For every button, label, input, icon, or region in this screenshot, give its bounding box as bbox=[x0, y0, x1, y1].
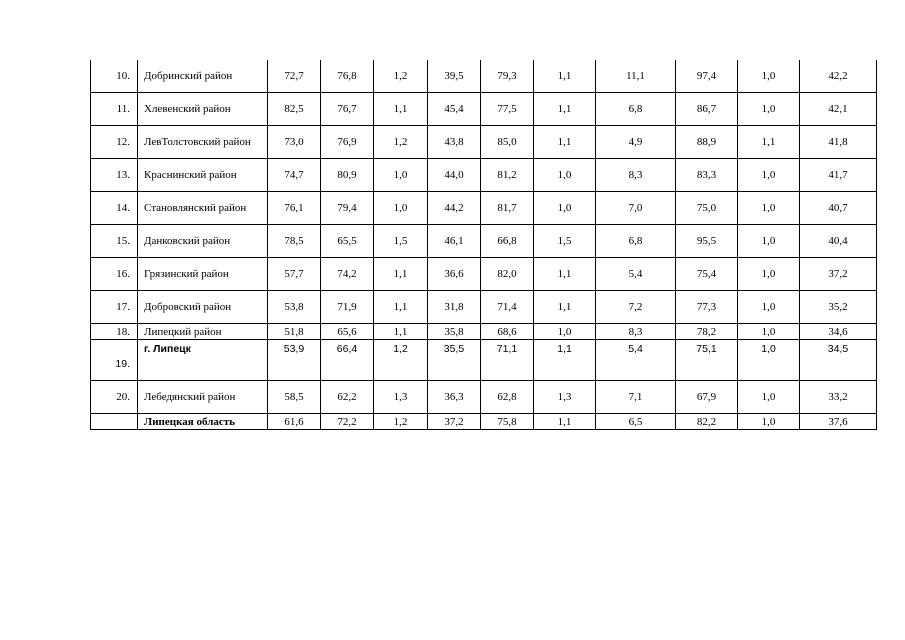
value-cell: 71,4 bbox=[481, 291, 534, 324]
value-cell: 44,0 bbox=[428, 159, 481, 192]
value-cell: 1,0 bbox=[738, 258, 800, 291]
value-cell: 6,5 bbox=[596, 414, 676, 430]
value-cell: 42,1 bbox=[800, 93, 877, 126]
table-row bbox=[91, 93, 877, 126]
value-cell: 79,4 bbox=[321, 192, 374, 225]
table-row bbox=[91, 340, 877, 381]
value-cell: 1,1 bbox=[534, 340, 596, 381]
value-cell: 6,8 bbox=[596, 93, 676, 126]
value-cell: 1,0 bbox=[738, 159, 800, 192]
value-cell: 57,7 bbox=[268, 258, 321, 291]
value-cell: 1,0 bbox=[738, 192, 800, 225]
value-cell: 71,9 bbox=[321, 291, 374, 324]
table-row bbox=[91, 126, 877, 159]
value-cell: 40,7 bbox=[800, 192, 877, 225]
value-cell: 86,7 bbox=[676, 93, 738, 126]
value-cell: 35,5 bbox=[428, 340, 481, 381]
value-cell: 41,7 bbox=[800, 159, 877, 192]
value-cell: 76,7 bbox=[321, 93, 374, 126]
value-cell: 74,2 bbox=[321, 258, 374, 291]
value-cell: 1,1 bbox=[374, 324, 428, 340]
value-cell: 53,9 bbox=[268, 340, 321, 381]
row-number-cell: 19. bbox=[91, 340, 138, 381]
value-cell: 7,0 bbox=[596, 192, 676, 225]
table-row bbox=[91, 225, 877, 258]
district-name-cell: Становлянский район bbox=[138, 192, 268, 225]
value-cell: 75,4 bbox=[676, 258, 738, 291]
value-cell: 1,0 bbox=[738, 381, 800, 414]
value-cell: 8,3 bbox=[596, 324, 676, 340]
row-number-cell: 10. bbox=[91, 60, 138, 93]
value-cell: 81,7 bbox=[481, 192, 534, 225]
value-cell: 1,2 bbox=[374, 126, 428, 159]
value-cell: 85,0 bbox=[481, 126, 534, 159]
district-name-cell: Грязинский район bbox=[138, 258, 268, 291]
value-cell: 1,5 bbox=[534, 225, 596, 258]
table-row bbox=[91, 60, 877, 93]
row-number-cell: 20. bbox=[91, 381, 138, 414]
value-cell: 58,5 bbox=[268, 381, 321, 414]
value-cell: 36,3 bbox=[428, 381, 481, 414]
value-cell: 74,7 bbox=[268, 159, 321, 192]
value-cell: 1,0 bbox=[374, 192, 428, 225]
row-number-cell: 11. bbox=[91, 93, 138, 126]
value-cell: 62,2 bbox=[321, 381, 374, 414]
value-cell: 34,6 bbox=[800, 324, 877, 340]
table-row bbox=[91, 381, 877, 414]
value-cell: 67,9 bbox=[676, 381, 738, 414]
table-body bbox=[91, 60, 877, 430]
value-cell: 97,4 bbox=[676, 60, 738, 93]
table-row bbox=[91, 192, 877, 225]
district-name-cell: Данковский район bbox=[138, 225, 268, 258]
value-cell: 1,0 bbox=[738, 340, 800, 381]
value-cell: 75,8 bbox=[481, 414, 534, 430]
value-cell: 36,6 bbox=[428, 258, 481, 291]
table-row bbox=[91, 258, 877, 291]
value-cell: 66,4 bbox=[321, 340, 374, 381]
value-cell: 39,5 bbox=[428, 60, 481, 93]
table-row bbox=[91, 159, 877, 192]
value-cell: 31,8 bbox=[428, 291, 481, 324]
value-cell: 1,0 bbox=[738, 291, 800, 324]
row-number-cell: 16. bbox=[91, 258, 138, 291]
row-number-cell: 12. bbox=[91, 126, 138, 159]
row-number-cell: 18. bbox=[91, 324, 138, 340]
value-cell: 6,8 bbox=[596, 225, 676, 258]
value-cell: 1,1 bbox=[534, 93, 596, 126]
value-cell: 95,5 bbox=[676, 225, 738, 258]
value-cell: 77,5 bbox=[481, 93, 534, 126]
value-cell: 76,8 bbox=[321, 60, 374, 93]
value-cell: 1,0 bbox=[738, 225, 800, 258]
value-cell: 75,0 bbox=[676, 192, 738, 225]
value-cell: 1,0 bbox=[738, 93, 800, 126]
value-cell: 1,0 bbox=[534, 159, 596, 192]
value-cell: 81,2 bbox=[481, 159, 534, 192]
value-cell: 46,1 bbox=[428, 225, 481, 258]
value-cell: 8,3 bbox=[596, 159, 676, 192]
table-row bbox=[91, 291, 877, 324]
value-cell: 1,1 bbox=[374, 258, 428, 291]
value-cell: 1,3 bbox=[374, 381, 428, 414]
value-cell: 33,2 bbox=[800, 381, 877, 414]
value-cell: 43,8 bbox=[428, 126, 481, 159]
value-cell: 1,1 bbox=[534, 60, 596, 93]
value-cell: 68,6 bbox=[481, 324, 534, 340]
row-number-cell: 14. bbox=[91, 192, 138, 225]
value-cell: 88,9 bbox=[676, 126, 738, 159]
value-cell: 51,8 bbox=[268, 324, 321, 340]
value-cell: 82,2 bbox=[676, 414, 738, 430]
value-cell: 1,1 bbox=[534, 258, 596, 291]
row-number-cell: 17. bbox=[91, 291, 138, 324]
district-name-cell: Хлевенский район bbox=[138, 93, 268, 126]
value-cell: 37,2 bbox=[800, 258, 877, 291]
value-cell: 65,6 bbox=[321, 324, 374, 340]
row-number-cell bbox=[91, 414, 138, 430]
value-cell: 53,8 bbox=[268, 291, 321, 324]
table-row bbox=[91, 324, 877, 340]
value-cell: 4,9 bbox=[596, 126, 676, 159]
value-cell: 82,0 bbox=[481, 258, 534, 291]
district-name-cell: Добровский район bbox=[138, 291, 268, 324]
district-name-cell: Лебедянский район bbox=[138, 381, 268, 414]
value-cell: 1,3 bbox=[534, 381, 596, 414]
value-cell: 37,6 bbox=[800, 414, 877, 430]
district-name-cell: г. Липецк bbox=[138, 340, 268, 381]
value-cell: 1,0 bbox=[374, 159, 428, 192]
table-row bbox=[91, 414, 877, 430]
value-cell: 35,8 bbox=[428, 324, 481, 340]
value-cell: 78,2 bbox=[676, 324, 738, 340]
value-cell: 1,1 bbox=[534, 414, 596, 430]
value-cell: 40,4 bbox=[800, 225, 877, 258]
row-number-cell: 15. bbox=[91, 225, 138, 258]
value-cell: 75,1 bbox=[676, 340, 738, 381]
value-cell: 5,4 bbox=[596, 340, 676, 381]
value-cell: 35,2 bbox=[800, 291, 877, 324]
value-cell: 83,3 bbox=[676, 159, 738, 192]
value-cell: 34,5 bbox=[800, 340, 877, 381]
value-cell: 1,0 bbox=[534, 192, 596, 225]
value-cell: 71,1 bbox=[481, 340, 534, 381]
value-cell: 1,5 bbox=[374, 225, 428, 258]
value-cell: 1,2 bbox=[374, 414, 428, 430]
value-cell: 82,5 bbox=[268, 93, 321, 126]
district-name-cell: Добринский район bbox=[138, 60, 268, 93]
district-name-cell: Липецкая область bbox=[138, 414, 268, 430]
value-cell: 72,7 bbox=[268, 60, 321, 93]
value-cell: 1,2 bbox=[374, 60, 428, 93]
value-cell: 1,0 bbox=[738, 60, 800, 93]
value-cell: 76,1 bbox=[268, 192, 321, 225]
value-cell: 1,2 bbox=[374, 340, 428, 381]
value-cell: 1,1 bbox=[374, 291, 428, 324]
district-name-cell: Липецкий район bbox=[138, 324, 268, 340]
value-cell: 66,8 bbox=[481, 225, 534, 258]
district-indicators-table bbox=[90, 60, 877, 430]
value-cell: 61,6 bbox=[268, 414, 321, 430]
value-cell: 41,8 bbox=[800, 126, 877, 159]
value-cell: 1,1 bbox=[534, 126, 596, 159]
value-cell: 44,2 bbox=[428, 192, 481, 225]
value-cell: 65,5 bbox=[321, 225, 374, 258]
value-cell: 78,5 bbox=[268, 225, 321, 258]
value-cell: 80,9 bbox=[321, 159, 374, 192]
value-cell: 45,4 bbox=[428, 93, 481, 126]
value-cell: 73,0 bbox=[268, 126, 321, 159]
value-cell: 77,3 bbox=[676, 291, 738, 324]
value-cell: 7,1 bbox=[596, 381, 676, 414]
value-cell: 7,2 bbox=[596, 291, 676, 324]
value-cell: 1,0 bbox=[738, 414, 800, 430]
value-cell: 11,1 bbox=[596, 60, 676, 93]
value-cell: 79,3 bbox=[481, 60, 534, 93]
value-cell: 42,2 bbox=[800, 60, 877, 93]
value-cell: 1,1 bbox=[534, 291, 596, 324]
row-number-cell: 13. bbox=[91, 159, 138, 192]
value-cell: 1,0 bbox=[534, 324, 596, 340]
value-cell: 76,9 bbox=[321, 126, 374, 159]
value-cell: 5,4 bbox=[596, 258, 676, 291]
value-cell: 72,2 bbox=[321, 414, 374, 430]
value-cell: 1,1 bbox=[374, 93, 428, 126]
district-name-cell: ЛевТолстовский район bbox=[138, 126, 268, 159]
value-cell: 37,2 bbox=[428, 414, 481, 430]
value-cell: 1,0 bbox=[738, 324, 800, 340]
value-cell: 62,8 bbox=[481, 381, 534, 414]
district-name-cell: Краснинский район bbox=[138, 159, 268, 192]
value-cell: 1,1 bbox=[738, 126, 800, 159]
